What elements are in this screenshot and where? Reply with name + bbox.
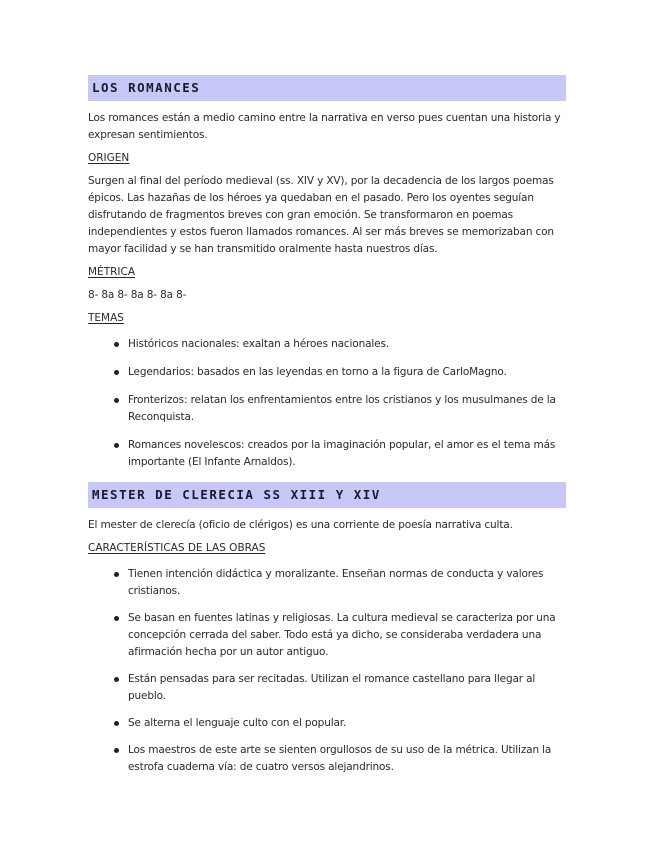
origen-paragraph: Surgen al final del período medieval (ss. XIV y XV), por la decadencia de los largos poemas épicos. Las hazañas de los héroes ya quedaban en el pasado. Pero los oyentes seguían disfrutando de fragmentos breves con gran emoción. Se transformaron en poemas independientes y estos fueron llamados romances. Al ser más breves se memorizaban con mayor facilidad y se han transmitido oralmente hasta nuestros días. [88,175,554,255]
caracteristicas-heading: CARACTERÍSTICAS DE LAS OBRAS [88,542,266,554]
metrica-text: 8- 8a 8- 8a 8- 8a 8- [88,289,187,301]
list-item: Están pensadas para ser recitadas. Utilizan el romance castellano para llegar al pueblo. [88,671,566,705]
section-title-los-romances: LOS ROMANCES [88,75,566,101]
bullet-icon [114,572,119,577]
list-item: Tienen intención didáctica y moralizante. Enseñan normas de conducta y valores cristianos. [88,566,566,600]
bullet-icon [114,721,119,726]
origen-heading: ORIGEN [88,152,130,164]
bullet-icon [114,748,119,753]
romances-intro: Los romances están a medio camino entre la narrativa en verso pues cuentan una historia y expresan sentimientos. [88,112,561,141]
caracteristicas-list [88,566,566,776]
list-item: Históricos nacionales: exaltan a héroes nacionales. [88,336,566,353]
bullet-icon [114,342,119,347]
list-item: Los maestros de este arte se sienten orgullosos de su uso de la métrica. Utilizan la estrofa cuaderna vía: de cuatro versos alejandrinos. [88,742,566,776]
list-item: Romances novelescos: creados por la imaginación popular, el amor es el tema más importante (El Infante Arnaldos). [88,437,566,471]
bullet-icon [114,616,119,621]
list-item: Se alterna el lenguaje culto con el popular. [88,715,566,732]
list-item: Legendarios: basados en las leyendas en torno a la figura de CarloMagno. [88,364,566,381]
bullet-icon [114,370,119,375]
metrica-heading: MÉTRICA [88,266,136,278]
document-content [88,75,566,786]
clerecia-intro: El mester de clerecía (oficio de clérigos) es una corriente de poesía narrativa culta. [88,519,513,531]
list-item: Se basan en fuentes latinas y religiosas. La cultura medieval se caracteriza por una concepción cerrada del saber. Todo está ya dicho, se consideraba verdadera una afirmación hecha por un autor antiguo. [88,610,566,661]
section-title-mester-de-clerecia: MESTER DE CLERECIA SS XIII Y XIV [88,482,566,508]
bullet-icon [114,398,119,403]
list-item: Fronterizos: relatan los enfrentamientos entre los cristianos y los musulmanes de la Reconquista. [88,392,566,426]
temas-list [88,336,566,471]
bullet-icon [114,677,119,682]
bullet-icon [114,443,119,448]
temas-heading: TEMAS [88,312,124,324]
